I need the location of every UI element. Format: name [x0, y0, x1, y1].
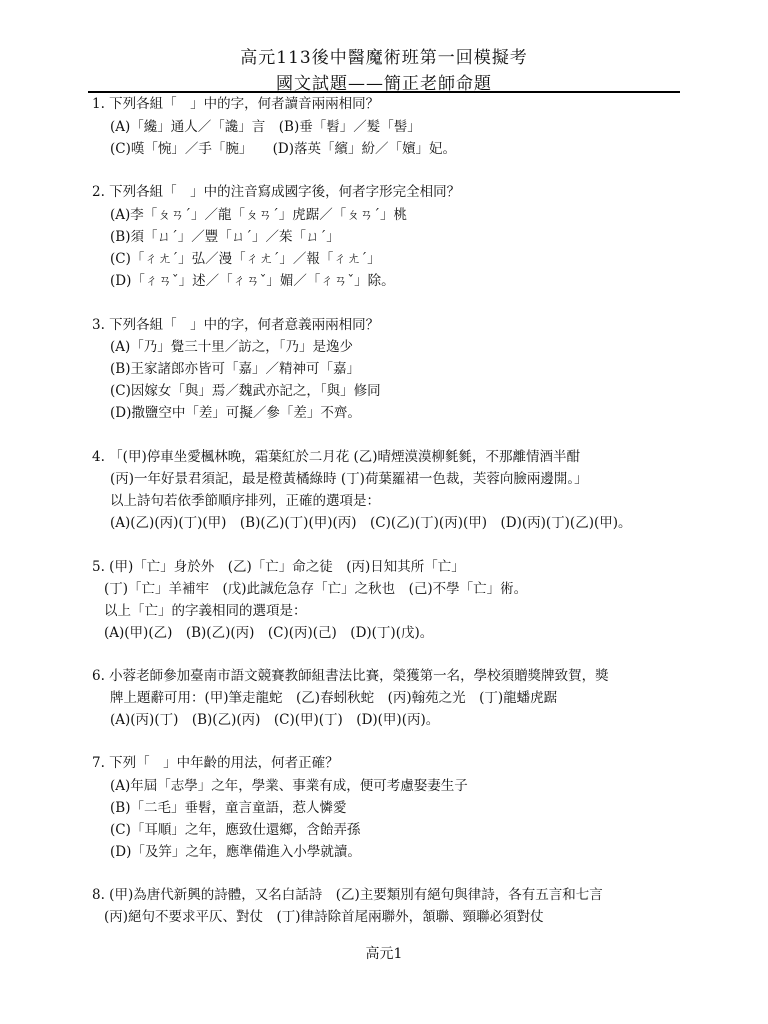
- question-5-options: (A)(甲)(乙) (B)(乙)(丙) (C)(丙)(己) (D)(丁)(戊)。: [104, 625, 434, 641]
- page-footer: 高元1: [365, 946, 403, 962]
- question-1-stem: 1. 下列各組「 」中的字，何者讀音兩兩相同？: [92, 96, 380, 112]
- question-4-options: (A)(乙)(丙)(丁)(甲) (B)(乙)(丁)(甲)(丙) (C)(乙)(丁)(丙)(甲) (D)(丙)(丁)(乙)(甲)。: [110, 515, 632, 531]
- question-2-option-c: (C)「ㄔㄤˊ」弘／漫「ㄔㄤˊ」／報「ㄔㄤˊ」: [110, 251, 381, 267]
- question-2-option-b: (B)須「ㄩˊ」／豐「ㄩˊ」／茱「ㄩˊ」: [110, 229, 340, 245]
- question-7-option-b: (B)「二毛」垂髫，童言童語，惹人憐愛: [110, 800, 347, 816]
- question-5-stem-line: (丁)「亡」羊補牢 (戊)此誠危急存「亡」之秋也 (己)不學「亡」術。: [104, 581, 528, 597]
- question-1-option-line: (C)嘆「惋」／手「腕」 (D)落英「繽」紛／「嬪」妃。: [110, 141, 456, 157]
- question-5-stem: 5. (甲)「亡」身於外 (乙)「亡」命之徒 (丙)日知其所「亡」: [92, 559, 465, 575]
- page-subtitle: 國文試題——簡正老師命題: [276, 74, 492, 94]
- question-1-option-line: (A)「纔」通人／「讒」言 (B)垂「髫」／髮「髻」: [110, 119, 421, 135]
- question-3-option-b: (B)王家諸郎亦皆可「嘉」／精神可「嘉」: [110, 361, 360, 377]
- question-4-stem-line: (丙)一年好景君須記，最是橙黃橘綠時 (丁)荷葉羅裙一色裁，芙蓉向臉兩邊開。」: [110, 471, 588, 487]
- question-7-option-a: (A)年屆「志學」之年，學業、事業有成，便可考慮娶妻生子: [110, 778, 468, 794]
- question-3-stem: 3. 下列各組「 」中的字，何者意義兩兩相同？: [92, 317, 380, 333]
- question-4-stem: 4. 「(甲)停車坐愛楓林晚，霜葉紅於二月花 (乙)晴煙漠漠柳毿毿，不那離情酒半酣: [92, 449, 581, 465]
- question-3-option-a: (A)「乃」覺三十里／訪之，「乃」是逸少: [110, 339, 354, 355]
- question-3-option-c: (C)因嫁女「與」焉／魏武亦記之，「與」修同: [110, 383, 381, 399]
- question-8-stem-line: (丙)絕句不要求平仄、對仗 (丁)律詩除首尾兩聯外，頷聯、頸聯必須對仗: [104, 909, 544, 925]
- question-4-prompt: 以上詩句若依季節順序排列，正確的選項是：: [110, 493, 380, 509]
- question-5-prompt: 以上「亡」的字義相同的選項是：: [104, 603, 307, 619]
- question-2-stem: 2. 下列各組「 」中的注音寫成國字後，何者字形完全相同？: [92, 184, 461, 200]
- question-3-option-d: (D)撒鹽空中「差」可擬／參「差」不齊。: [110, 405, 361, 421]
- question-2-option-a: (A)李「ㄆㄢˊ」／龍「ㄆㄢˊ」虎踞／「ㄆㄢˊ」桃: [110, 207, 408, 223]
- question-2-option-d: (D)「ㄔㄢˇ」述／「ㄔㄢˇ」媚／「ㄔㄢˇ」除。: [110, 273, 395, 289]
- page-title: 高元113後中醫魔術班第一回模擬考: [240, 48, 528, 68]
- header-rule: [88, 91, 680, 93]
- question-6-options: (A)(丙)(丁) (B)(乙)(丙) (C)(甲)(丁) (D)(甲)(丙)。: [110, 712, 440, 728]
- question-8-stem: 8. (甲)為唐代新興的詩體，又名白話詩 (乙)主要類別有絕句與律詩，各有五言和七言: [92, 887, 603, 903]
- question-7-option-d: (D)「及笄」之年，應準備進入小學就讀。: [110, 844, 361, 860]
- question-6-stem: 6. 小蓉老師參加臺南市語文競賽教師組書法比賽，榮獲第一名，學校須贈獎牌致賀，獎: [92, 668, 609, 684]
- question-7-stem: 7. 下列「 」中年齡的用法，何者正確？: [92, 755, 339, 771]
- question-6-stem-line: 牌上題辭可用：(甲)筆走龍蛇 (乙)春蚓秋蛇 (丙)翰苑之光 (丁)龍蟠虎踞: [110, 690, 558, 706]
- question-7-option-c: (C)「耳順」之年，應致仕還鄉，含飴弄孫: [110, 822, 361, 838]
